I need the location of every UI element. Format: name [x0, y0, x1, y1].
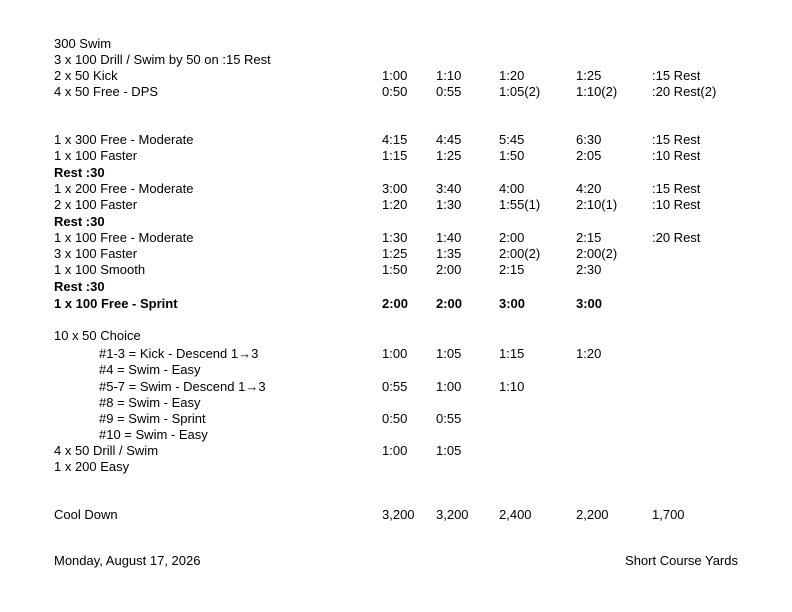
row-label: 4 x 50 Free - DPS — [54, 84, 159, 99]
interval-cell: 1:50 — [499, 148, 525, 163]
interval-cell: 0:55 — [436, 411, 462, 426]
rest-cell: :15 Rest — [652, 181, 701, 196]
interval-cell: 0:55 — [436, 84, 462, 99]
row-label: Rest :30 — [54, 214, 105, 229]
row-label: #5-7 = Swim - Descend 1→3 — [99, 379, 266, 394]
workout-row — [0, 148, 792, 164]
interval-cell: 3:00 — [576, 296, 603, 311]
row-label: 1 x 100 Faster — [54, 148, 138, 163]
interval-cell: 0:55 — [382, 379, 408, 394]
row-label: 3 x 100 Faster — [54, 246, 138, 261]
interval-cell: 1:25 — [576, 68, 602, 83]
interval-cell: 0:50 — [382, 84, 408, 99]
row-label: 1 x 300 Free - Moderate — [54, 132, 194, 147]
rest-row — [0, 214, 792, 230]
row-label: 1 x 200 Free - Moderate — [54, 181, 194, 196]
total-cell: 2,400 — [499, 507, 532, 522]
workout-row — [0, 296, 792, 312]
interval-cell: 2:00 — [436, 296, 463, 311]
workout-row — [0, 181, 792, 197]
workout-row — [0, 132, 792, 148]
interval-cell: 1:20 — [382, 197, 408, 212]
row-label: Rest :30 — [54, 165, 105, 180]
interval-cell: 2:15 — [499, 262, 525, 277]
workout-row — [0, 395, 792, 411]
row-label: 3 x 100 Drill / Swim by 50 on :15 Rest — [54, 52, 271, 67]
interval-cell: 1:30 — [382, 230, 408, 245]
row-label: Rest :30 — [54, 279, 105, 294]
interval-cell: 1:15 — [382, 148, 408, 163]
interval-cell: 1:35 — [436, 246, 462, 261]
workout-row — [0, 68, 792, 84]
row-label: 10 x 50 Choice — [54, 328, 141, 343]
workout-row — [0, 443, 792, 459]
interval-cell: 4:00 — [499, 181, 525, 196]
interval-cell: 1:55(1) — [499, 197, 541, 212]
interval-cell: 0:50 — [382, 411, 408, 426]
interval-cell: 1:10(2) — [576, 84, 618, 99]
rest-cell: :20 Rest — [652, 230, 701, 245]
interval-cell: 4:20 — [576, 181, 602, 196]
workout-row — [0, 246, 792, 262]
workout-row — [0, 346, 792, 362]
workout-row — [0, 36, 792, 52]
interval-cell: 1:10 — [436, 68, 462, 83]
row-label: 1 x 100 Smooth — [54, 262, 146, 277]
total-cell: 3,200 — [436, 507, 469, 522]
row-label: 1 x 100 Free - Sprint — [54, 296, 178, 311]
footer-course: Short Course Yards — [625, 553, 738, 568]
total-cell: 1,700 — [652, 507, 685, 522]
workout-row — [0, 84, 792, 100]
cool-down-row — [0, 507, 792, 523]
workout-row — [0, 328, 792, 344]
workout-row — [0, 411, 792, 427]
interval-cell: 1:25 — [382, 246, 408, 261]
interval-cell: 2:10(1) — [576, 197, 618, 212]
interval-cell: 1:00 — [382, 443, 408, 458]
interval-cell: 1:30 — [436, 197, 462, 212]
interval-cell: 1:50 — [382, 262, 408, 277]
row-label: #1-3 = Kick - Descend 1→3 — [99, 346, 259, 361]
rest-row — [0, 165, 792, 181]
interval-cell: 1:25 — [436, 148, 462, 163]
rest-row — [0, 279, 792, 295]
rest-cell: :10 Rest — [652, 197, 701, 212]
workout-row — [0, 262, 792, 278]
interval-cell: 1:00 — [382, 68, 408, 83]
footer-date: Monday, August 17, 2026 — [54, 553, 201, 568]
workout-row — [0, 379, 792, 395]
row-label: 2 x 100 Faster — [54, 197, 138, 212]
row-label: 4 x 50 Drill / Swim — [54, 443, 159, 458]
workout-row — [0, 459, 792, 475]
interval-cell: 2:00 — [436, 262, 462, 277]
workout-row — [0, 52, 792, 68]
row-label: 1 x 200 Easy — [54, 459, 130, 474]
interval-cell: 1:40 — [436, 230, 462, 245]
interval-cell: 2:00(2) — [576, 246, 618, 261]
interval-cell: 1:15 — [499, 346, 525, 361]
interval-cell: 3:00 — [382, 181, 408, 196]
interval-cell: 2:00(2) — [499, 246, 541, 261]
interval-cell: 4:45 — [436, 132, 462, 147]
interval-cell: 3:00 — [499, 296, 526, 311]
interval-cell: 1:20 — [499, 68, 525, 83]
rest-cell: :15 Rest — [652, 132, 701, 147]
workout-row — [0, 197, 792, 213]
interval-cell: 2:15 — [576, 230, 602, 245]
workout-row — [0, 427, 792, 443]
row-label: #4 = Swim - Easy — [99, 362, 201, 377]
total-cell: 2,200 — [576, 507, 609, 522]
interval-cell: 1:20 — [576, 346, 602, 361]
row-label: 2 x 50 Kick — [54, 68, 118, 83]
interval-cell: 2:05 — [576, 148, 602, 163]
workout-row — [0, 362, 792, 378]
rest-cell: :10 Rest — [652, 148, 701, 163]
row-label: Cool Down — [54, 507, 118, 522]
total-cell: 3,200 — [382, 507, 415, 522]
rest-cell: :20 Rest(2) — [652, 84, 717, 99]
interval-cell: 5:45 — [499, 132, 525, 147]
interval-cell: 4:15 — [382, 132, 408, 147]
row-label: #8 = Swim - Easy — [99, 395, 201, 410]
interval-cell: 1:05 — [436, 443, 462, 458]
interval-cell: 2:30 — [576, 262, 602, 277]
interval-cell: 1:00 — [382, 346, 408, 361]
row-label: 1 x 100 Free - Moderate — [54, 230, 194, 245]
interval-cell: 1:00 — [436, 379, 462, 394]
interval-cell: 1:05(2) — [499, 84, 541, 99]
row-label: #10 = Swim - Easy — [99, 427, 208, 442]
row-label: 300 Swim — [54, 36, 112, 51]
interval-cell: 2:00 — [382, 296, 409, 311]
interval-cell: 1:05 — [436, 346, 462, 361]
workout-row — [0, 230, 792, 246]
interval-cell: 6:30 — [576, 132, 602, 147]
interval-cell: 1:10 — [499, 379, 525, 394]
rest-cell: :15 Rest — [652, 68, 701, 83]
interval-cell: 3:40 — [436, 181, 462, 196]
interval-cell: 2:00 — [499, 230, 525, 245]
row-label: #9 = Swim - Sprint — [99, 411, 206, 426]
